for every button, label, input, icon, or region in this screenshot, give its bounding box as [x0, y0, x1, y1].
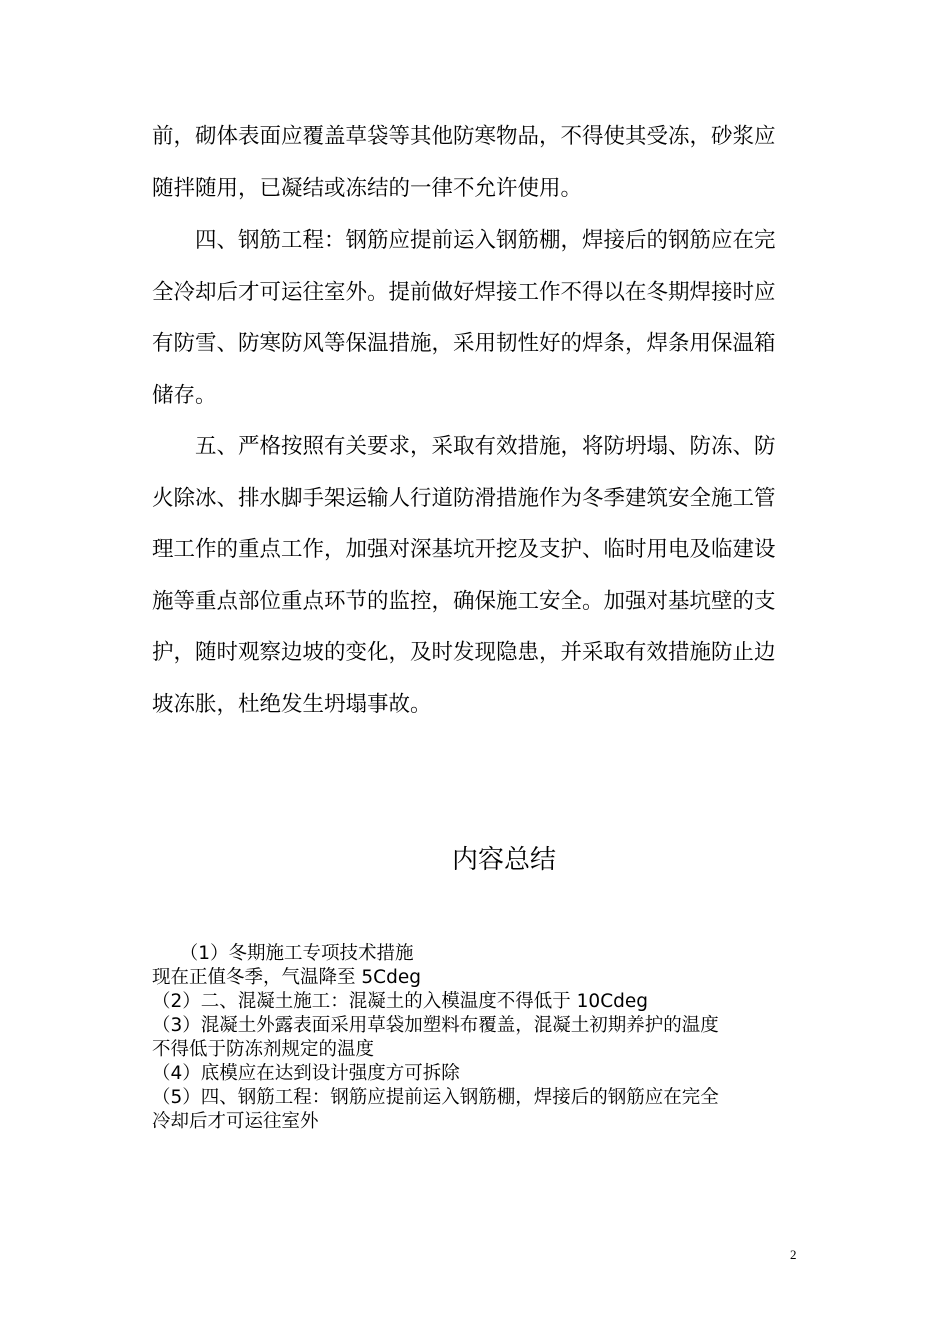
summary-line: （2）二、混凝土施工：混凝土的入模温度不得低于 10Cdeg — [152, 991, 648, 1012]
summary-line: （3）混凝土外露表面采用草袋加塑料布覆盖，混凝土初期养护的温度 — [152, 1015, 719, 1036]
body-line: 随拌随用，已凝结或冻结的一律不允许使用。 — [152, 176, 583, 201]
body-line: 施等重点部位重点环节的监控，确保施工安全。加强对基坑壁的支 — [152, 589, 776, 614]
page-number: 2 — [790, 1247, 797, 1262]
body-line: 火除冰、排水脚手架运输人行道防滑措施作为冬季建筑安全施工管 — [152, 486, 776, 511]
body-line: 全冷却后才可运往室外。提前做好焊接工作不得以在冬期焊接时应 — [152, 280, 776, 305]
summary-line: （1）冬期施工专项技术措施 — [152, 943, 414, 964]
summary-title: 内容总结 — [451, 845, 556, 875]
summary-line: 现在正值冬季，气温降至 5Cdeg — [152, 967, 421, 988]
body-line: 理工作的重点工作，加强对深基坑开挖及支护、临时用电及临建设 — [152, 537, 776, 562]
body-line: 四、钢筋工程：钢筋应提前运入钢筋棚，焊接后的钢筋应在完 — [152, 228, 776, 253]
body-line: 护，随时观察边坡的变化，及时发现隐患，并采取有效措施防止边 — [152, 640, 776, 665]
body-line: 五、严格按照有关要求，采取有效措施，将防坍塌、防冻、防 — [152, 434, 776, 459]
body-line: 有防雪、防寒防风等保温措施，采用韧性好的焊条，焊条用保温箱 — [152, 331, 776, 356]
body-line: 前，砌体表面应覆盖草袋等其他防寒物品，不得使其受冻，砂浆应 — [152, 124, 776, 149]
body-line: 坡冻胀，杜绝发生坍塌事故。 — [152, 692, 432, 717]
summary-line: 不得低于防冻剂规定的温度 — [152, 1039, 375, 1060]
summary-line: （4）底模应在达到设计强度方可拆除 — [152, 1063, 460, 1084]
summary-line: 冷却后才可运往室外 — [152, 1111, 319, 1132]
summary-line: （5）四、钢筋工程：钢筋应提前运入钢筋棚，焊接后的钢筋应在完全 — [152, 1087, 719, 1108]
body-line: 储存。 — [152, 383, 217, 408]
